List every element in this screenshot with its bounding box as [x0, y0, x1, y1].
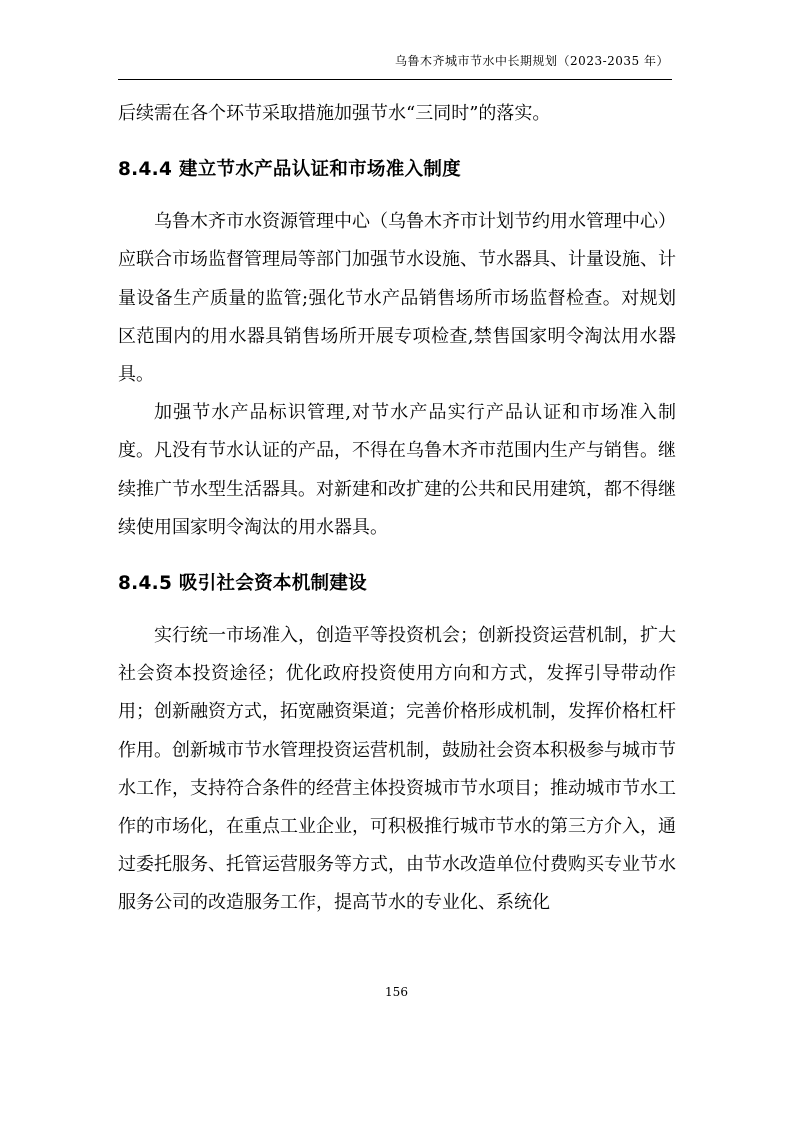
section-8-4-4-paragraph-1: 乌鲁木齐市水资源管理中心（乌鲁木齐市计划节约用水管理中心）应联合市场监督管理局等部门加强节水设施、节水器具、计量设施、计量设备生产质量的监管;强化节水产品销售场所市场监督检查。对规划区范围内的用水器具销售场所开展专项检查,禁售国家明令淘汰用水器具。: [118, 211, 676, 386]
section-heading-8-4-5: 8.4.5 吸引社会资本机制建设: [118, 573, 367, 595]
section-heading-8-4-4: 8.4.4 建立节水产品认证和市场准入制度: [118, 159, 461, 181]
page-body: [118, 95, 676, 923]
section-8-4-4-paragraph-2: 加强节水产品标识管理,对节水产品实行产品认证和市场准入制度。凡没有节水认证的产品，不得在乌鲁木齐市范围内生产与销售。继续推广节水型生活器具。对新建和改扩建的公共和民用建筑，都不得继续使用国家明令淘汰的用水器具。: [118, 402, 676, 538]
section-8-4-5-paragraph-1: 实行统一市场准入，创造平等投资机会；创新投资运营机制，扩大社会资本投资途径；优化政府投资使用方向和方式，发挥引导带动作用；创新融资方式，拓宽融资渠道；完善价格形成机制，发挥价格杠杆作用。创新城市节水管理投资运营机制，鼓励社会资本积极参与城市节水工作，支持符合条件的经营主体投资城市节水项目；推动城市节水工作的市场化，在重点工业企业，可积极推行城市节水的第三方介入，通过委托服务、托管运营服务等方式，由节水改造单位付费购买专业节水服务公司的改造服务工作，提高节水的专业化、系统化: [118, 625, 676, 914]
page-number: 156: [385, 985, 408, 999]
running-header: 乌鲁木齐城市节水中长期规划（2023-2035 年）: [395, 54, 669, 68]
header-divider: [118, 79, 672, 80]
continuation-paragraph: 后续需在各个环节采取措施加强节水“三同时”的落实。: [118, 103, 551, 124]
